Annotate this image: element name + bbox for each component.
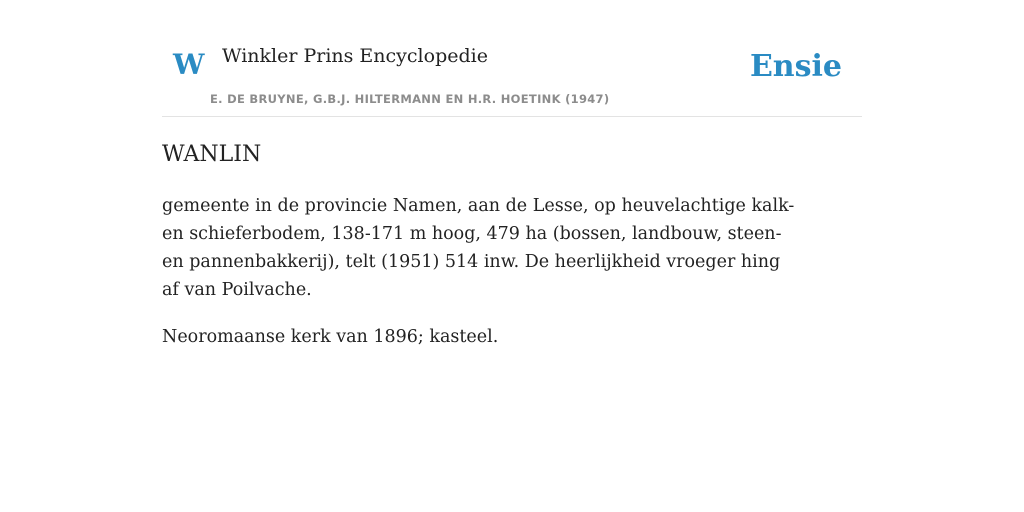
- encyclopedia-logo: W: [173, 48, 205, 81]
- ensie-brand-link[interactable]: Ensie: [749, 49, 842, 84]
- source-title[interactable]: Winkler Prins Encyclopedie: [222, 45, 488, 67]
- entry-title: WANLIN: [162, 142, 262, 167]
- entry-paragraph: gemeente in de provincie Namen, aan de Lesse, op heuvelachtige kalk- en schieferbodem, 138-171 m hoog, 479 ha (bossen, landbouw, steen-en pannenbakkerij), telt (1951) 514 inw. De heerlijkheid vroeger hing af van Poilvache.: [162, 196, 795, 300]
- source-header: [162, 0, 862, 117]
- entry-body: [162, 192, 802, 370]
- page-container: [162, 0, 862, 347]
- entry-paragraph: Neoromaanse kerk van 1896; kasteel.: [162, 327, 499, 347]
- source-authors: E. DE BRUYNE, G.B.J. HILTERMANN EN H.R. HOETINK (1947): [210, 92, 610, 106]
